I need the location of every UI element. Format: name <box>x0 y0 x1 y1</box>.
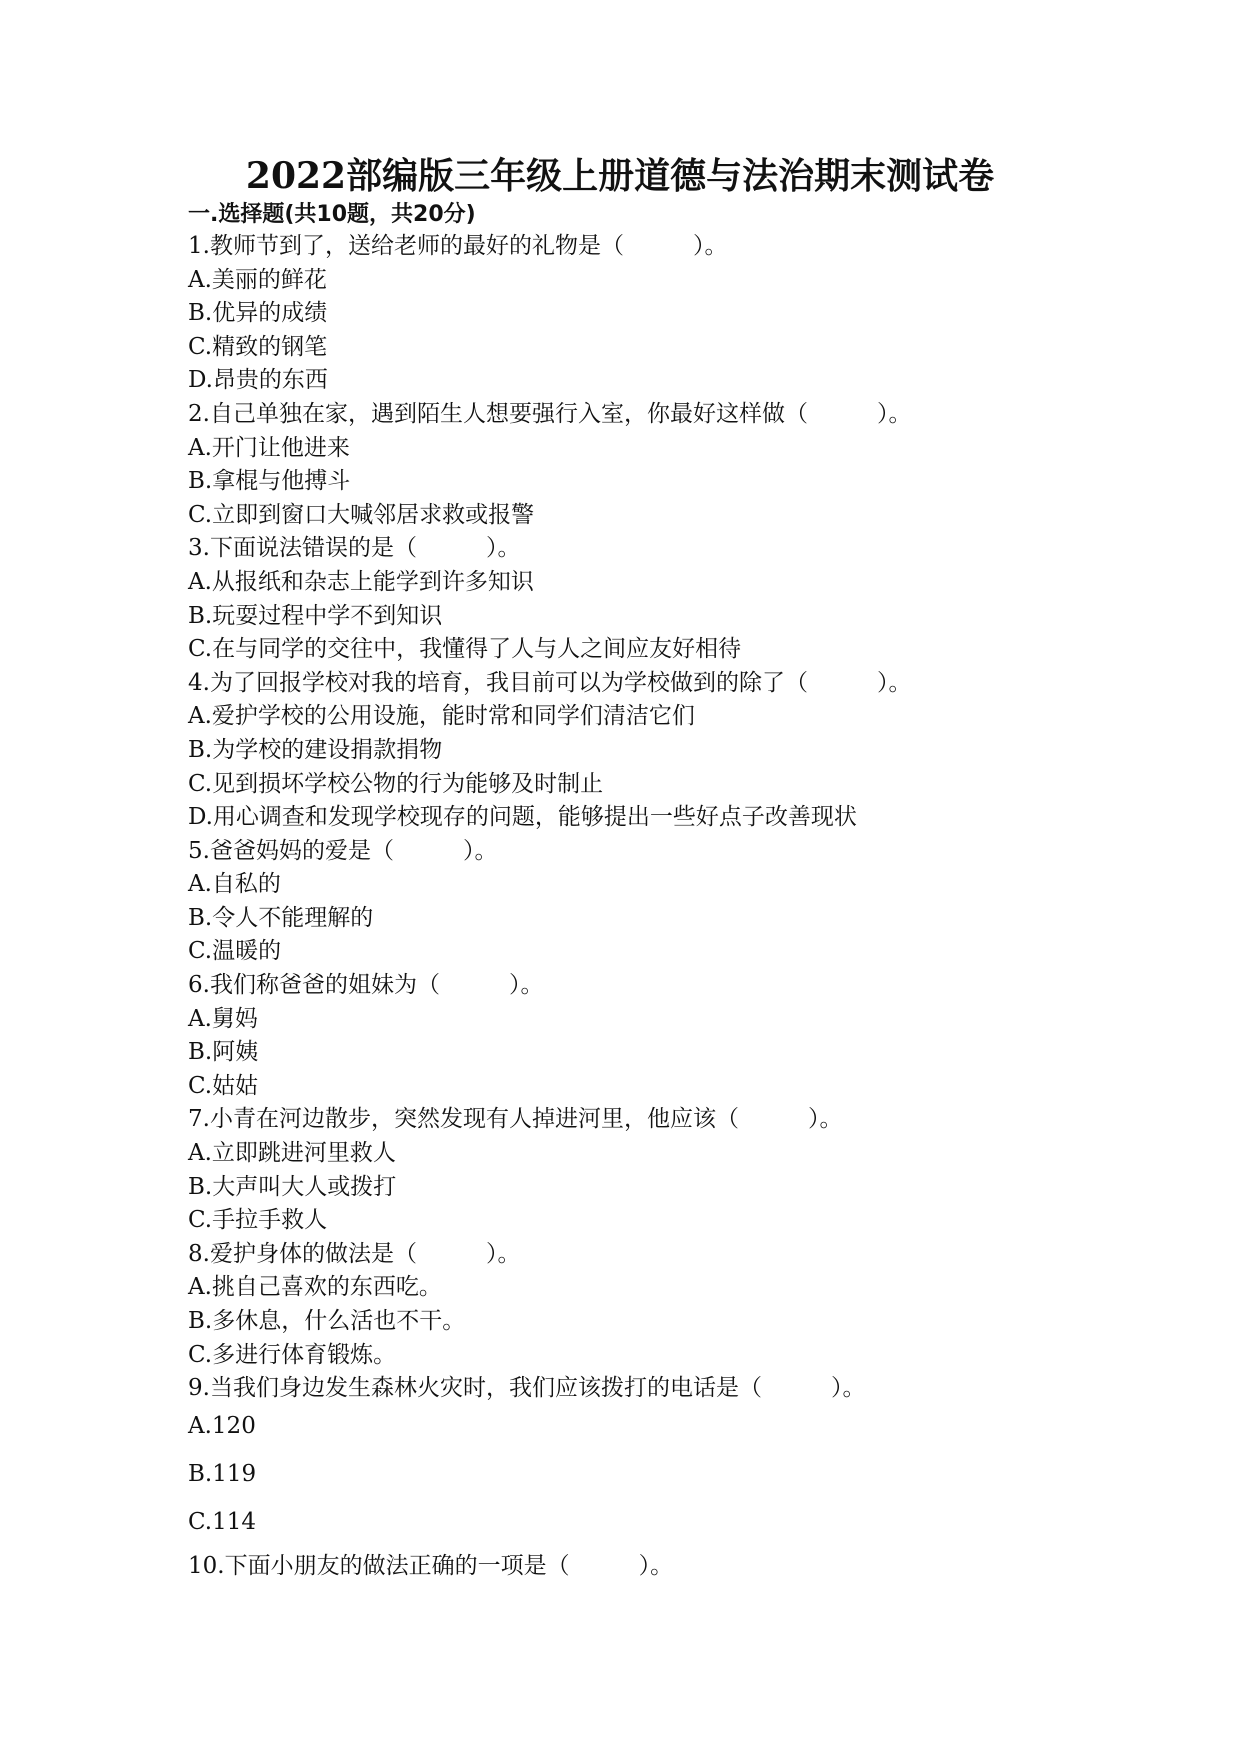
question-option: A.从报纸和杂志上能学到许多知识 <box>188 568 534 595</box>
question-option: B.为学校的建设捐款捐物 <box>188 736 443 763</box>
question-stem: 5.爸爸妈妈的爱是（ ）。 <box>188 837 498 864</box>
question-option: A.美丽的鲜花 <box>188 266 327 293</box>
question-list <box>188 230 1168 1583</box>
question-option: B.拿棍与他搏斗 <box>188 468 351 495</box>
question-option: C.姑姑 <box>188 1072 259 1099</box>
question-option: D.昂贵的东西 <box>188 367 328 394</box>
question-option: C.114 <box>188 1508 256 1535</box>
question-option: B.阿姨 <box>188 1039 259 1066</box>
question-option: B.多休息，什么活也不干。 <box>188 1308 466 1334</box>
question-stem: 8.爱护身体的做法是（ ）。 <box>188 1240 521 1267</box>
question-option: C.精致的钢笔 <box>188 333 328 360</box>
question-option: A.120 <box>188 1412 256 1439</box>
section-heading: 一.选择题(共10题，共20分) <box>188 202 476 227</box>
question-stem: 3.下面说法错误的是（ ）。 <box>188 535 521 562</box>
question-option: B.119 <box>188 1460 257 1487</box>
question-stem: 10.下面小朋友的做法正确的一项是（ ）。 <box>188 1552 674 1579</box>
question-option: C.立即到窗口大喊邻居求救或报警 <box>188 501 535 528</box>
question-stem: 4.为了回报学校对我的培育，我目前可以为学校做到的除了（ ）。 <box>188 669 912 696</box>
question-option: A.挑自己喜欢的东西吃。 <box>188 1274 442 1301</box>
question-stem: 7.小青在河边散步，突然发现有人掉进河里，他应该（ ）。 <box>188 1106 843 1133</box>
question-option: A.爱护学校的公用设施，能时常和同学们清洁它们 <box>188 703 695 730</box>
question-option: B.令人不能理解的 <box>188 904 374 931</box>
question-option: D.用心调查和发现学校现存的问题，能够提出一些好点子改善现状 <box>188 804 857 831</box>
question-option: C.手拉手救人 <box>188 1207 328 1234</box>
question-option: C.温暖的 <box>188 938 282 965</box>
question-stem: 9.当我们身边发生森林火灾时，我们应该拨打的电话是（ ）。 <box>188 1375 866 1402</box>
question-option: C.见到损坏学校公物的行为能够及时制止 <box>188 770 604 797</box>
question-option: A.舅妈 <box>188 1005 258 1032</box>
question-option: B.优异的成绩 <box>188 300 328 327</box>
question-option: B.大声叫大人或拨打 <box>188 1173 397 1200</box>
question-option: A.开门让他进来 <box>188 434 350 461</box>
question-stem: 1.教师节到了，送给老师的最好的礼物是（ ）。 <box>188 233 728 259</box>
question-option: A.立即跳进河里救人 <box>188 1140 396 1167</box>
page-title: 2022部编版三年级上册道德与法治期末测试卷 <box>245 155 995 197</box>
question-option: A.自私的 <box>188 871 281 898</box>
question-option: C.在与同学的交往中，我懂得了人与人之间应友好相待 <box>188 636 742 663</box>
question-stem: 2.自己单独在家，遇到陌生人想要强行入室，你最好这样做（ ）。 <box>188 400 912 427</box>
question-stem: 6.我们称爸爸的姐妹为（ ）。 <box>188 972 544 999</box>
question-option: C.多进行体育锻炼。 <box>188 1341 397 1368</box>
question-option: B.玩耍过程中学不到知识 <box>188 602 443 629</box>
